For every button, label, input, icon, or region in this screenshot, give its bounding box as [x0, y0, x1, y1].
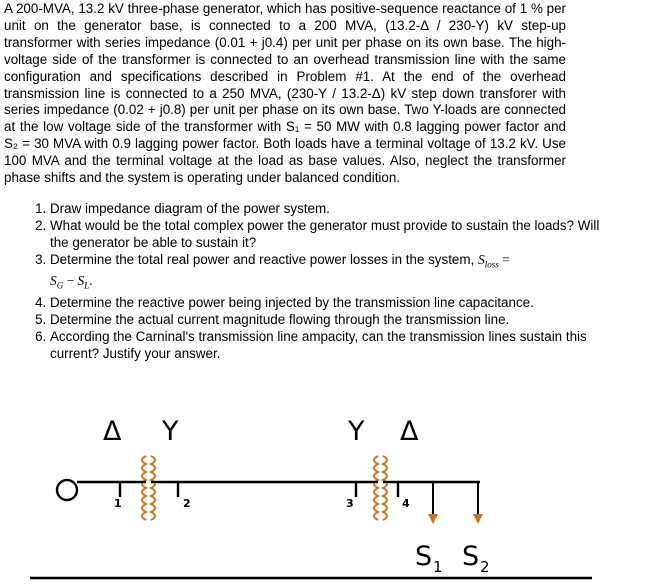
- task-item-6: 6. According the Carninal's transmission line ampacity, can the transmission lines sustain this current? Justify your answer.: [50, 329, 618, 363]
- problem-statement: A 200-MVA, 13.2 kV three-phase generator, which has positive-sequence reactance of 1 % per unit on the generator base, is connected to a 200 MVA, (13.2-Δ / 230-Y) kV step-up transformer with series impedance (0.01 + j0.4) per unit per phase on its own base. The high-voltage side of the transformer is connected to an overhead transmission line with the same configuration and specifications described in Problem #1. At the end of the overhead transmission line is connected to a 250 MVA, (230-Y / 13.2-Δ) kV step down transforer with series impedance (0.02 + j0.8) per unit per phase on its own base. Two Y-loads are connected at the low voltage side of the transformer with S₁ = 50 MW with 0.8 lagging power factor and S₂ = 30 MVA with 0.9 lagging power factor. Both loads have a terminal voltage of 13.2 kV. Use 100 MVA and the terminal voltage at the load as base values. Also, neglect the transformer phase shifts and the system is operating under balanced condition.: [4, 1, 566, 186]
- generator-symbol: [57, 480, 77, 500]
- task-item-5: 5. Determine the actual current magnitude flowing through the transmission line.: [50, 312, 618, 329]
- bus-3-label: 3: [346, 497, 354, 510]
- transformer-2: [372, 456, 392, 520]
- bus-1-label: 1: [114, 497, 122, 510]
- load-1-subscript: 1: [433, 558, 443, 576]
- load-1-label: S: [415, 541, 433, 572]
- task-item-3: [50, 252, 618, 295]
- bus-4-label: 4: [402, 497, 410, 510]
- task-item-3-text: Determine the total real power and reactive power losses in the system,: [50, 251, 475, 267]
- t2-wye-label: Y: [348, 416, 365, 447]
- load-1-arrow: [428, 514, 438, 524]
- bus-2-label: 2: [183, 497, 191, 510]
- transformer-1: [136, 456, 161, 520]
- task-item-2: 2. What would be the total complex power the generator must provide to sustain the loads? Will the generator be able to sustain it?: [50, 218, 618, 252]
- task-item-4: 4. Determine the reactive power being injected by the transmission line capacitance.: [50, 295, 618, 312]
- load-2-arrow: [473, 514, 483, 524]
- one-line-diagram: [0, 400, 653, 585]
- load-2-label: S: [462, 541, 480, 572]
- t2-delta-label: Δ: [400, 416, 419, 447]
- t1-wye-label: Y: [162, 416, 179, 447]
- load-2-subscript: 2: [480, 558, 490, 576]
- loss-equation: $S_{loss}$ = $S_G - S_L$.: [50, 251, 510, 291]
- task-list: [0, 201, 618, 363]
- t1-delta-label: Δ: [103, 416, 122, 447]
- task-item-1: 1. Draw impedance diagram of the power system.: [50, 201, 618, 218]
